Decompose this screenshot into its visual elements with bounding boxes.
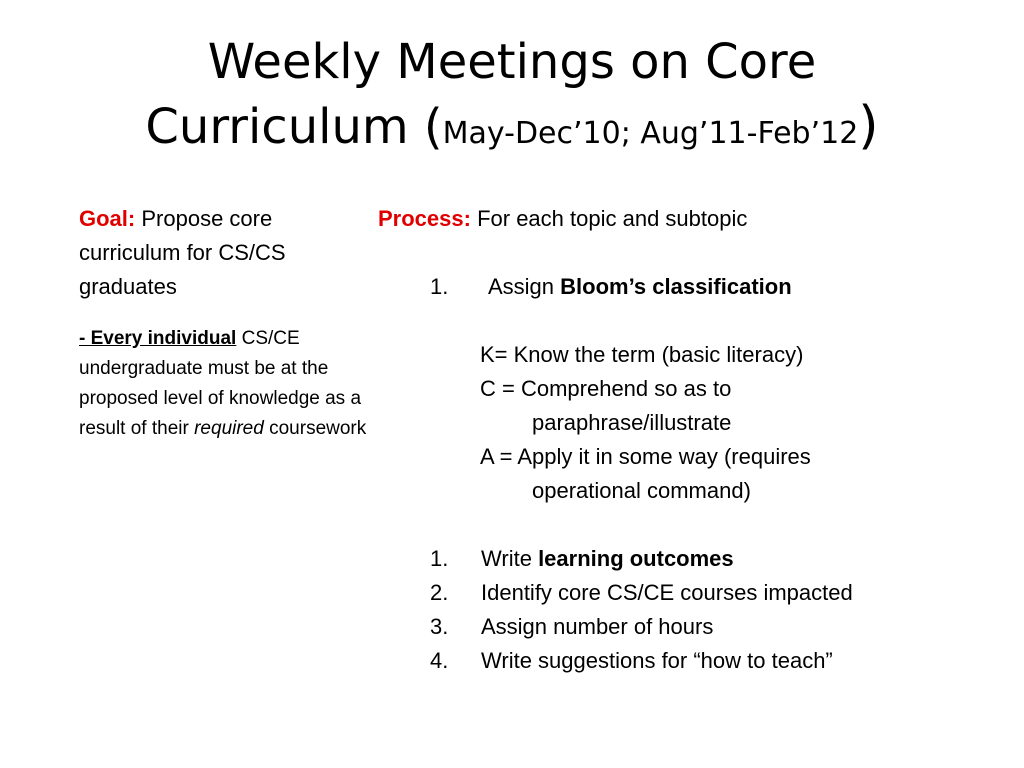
list-item: [378, 576, 998, 610]
list-text: [488, 270, 792, 304]
bloom-k: K= Know the term (basic literacy): [480, 342, 804, 367]
step-bold: Bloom’s classification: [560, 274, 792, 299]
title-line-2: [0, 94, 1024, 166]
step-text: Assign: [488, 274, 555, 299]
list-number: 1.: [430, 274, 449, 299]
process-label: Process:: [378, 206, 471, 231]
spacer: [378, 508, 998, 542]
list-number: 1.: [430, 546, 449, 571]
list-text: Identify core CS/CE courses impacted: [481, 580, 853, 605]
title-main: Curriculum (: [145, 99, 443, 155]
list-item: [378, 542, 998, 576]
process-column: [378, 202, 998, 678]
bloom-levels: [480, 338, 998, 508]
goal-detail-text: CS/CE undergraduate must be at the proposed level of knowledge as a result of their: [79, 328, 362, 439]
goal-detail: [79, 324, 369, 444]
goal-column: [79, 202, 369, 444]
spacer: [378, 236, 998, 270]
slide-title: [0, 30, 1024, 166]
process-text: For each topic and subtopic: [477, 206, 748, 231]
list-text: Write suggestions for “how to teach”: [481, 648, 833, 673]
step-text: Write: [481, 546, 532, 571]
list-number: 4.: [430, 648, 449, 673]
list-item: [378, 610, 998, 644]
goal-label: Goal:: [79, 206, 136, 231]
step-bold: learning outcomes: [538, 546, 734, 571]
title-close-paren: ): [858, 96, 879, 156]
list-text: Assign number of hours: [481, 614, 714, 639]
goal-detail-heading: - Every individual: [79, 328, 237, 349]
list-item: [378, 270, 998, 304]
process-paragraph: [378, 202, 998, 236]
goal-text: Propose core curriculum for CS/CS graduates: [79, 206, 286, 299]
list-text: [481, 542, 734, 576]
goal-detail-end: coursework: [269, 418, 367, 439]
goal-paragraph: [79, 202, 369, 304]
goal-detail-italic: required: [194, 418, 264, 439]
spacer: [378, 304, 998, 338]
bloom-a: A = Apply it in some way (requires: [480, 444, 811, 469]
title-date-range: May-Dec’10; Aug’11-Feb’12: [442, 116, 859, 151]
title-line-1: Weekly Meetings on Core: [207, 34, 817, 90]
bloom-c-cont: paraphrase/illustrate: [532, 410, 732, 435]
list-item: [378, 644, 998, 678]
list-number: 2.: [430, 580, 449, 605]
bloom-c: C = Comprehend so as to: [480, 376, 732, 401]
list-number: 3.: [430, 614, 449, 639]
bloom-a-cont: operational command): [532, 478, 751, 503]
